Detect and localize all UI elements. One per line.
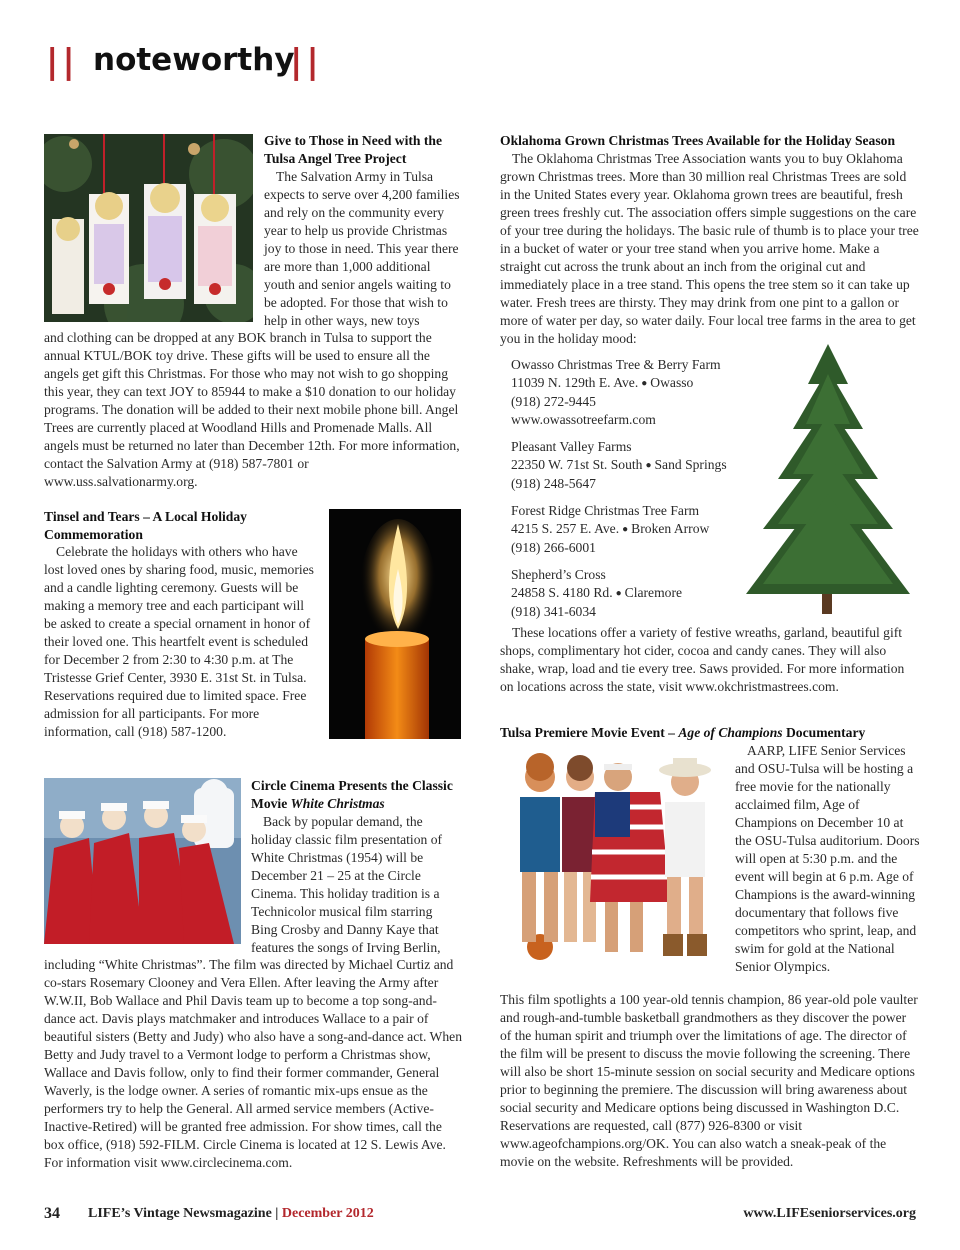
bullet-icon: ●: [641, 378, 648, 389]
tinsel-heading: Tinsel and Tears – A Local Holiday Commemoration: [44, 509, 247, 542]
trees-body: [500, 150, 920, 348]
bullet-icon: ●: [615, 588, 622, 599]
movie-paragraph-1: AARP, LIFE Senior Services and OSU-Tulsa will be hosting a free movie for the nationally acclaimed film, Age of Champions on December 10 at the OSU-Tulsa auditorium. Doors will open at 5:30 p.m. and the event will begin at 6 p.m. Age of Champions is the award-winning documentary that follows five competitors who sprint, leap, and swim for gold at the National Senior Olympics.: [735, 743, 920, 974]
farm-item: [511, 356, 741, 429]
farm-address: [511, 456, 741, 475]
champions-photo: [500, 752, 730, 966]
trees-heading: Oklahoma Grown Christmas Trees Available for the Holiday Season: [500, 133, 896, 148]
cinema-paragraph-1: Back by popular demand, the holiday classic film presentation of White Christmas (1954) will be December 21 – 25 at the Circle Cinema. This holiday tradition is a Technicolor musical film starring Bing Crosby and Danny Kaye that features the songs of Irving Berlin,: [251, 814, 443, 955]
movie-heading-film: Age of Champions: [678, 725, 783, 740]
magazine-title: LIFE’s Vintage Newsmagazine |: [88, 1206, 282, 1221]
cinema-heading: [251, 777, 466, 813]
cinema-body-top: [251, 813, 461, 957]
farm-city: Owasso: [650, 375, 694, 390]
issue-date: December 2012: [281, 1206, 374, 1221]
trees-paragraph-2: These locations offer a variety of festive wreaths, garland, beautiful gift shops, complimentary hot cider, cocoa and candy canes. They will also shake, wrap, load and tie every tree. Saws provided. For more information on locations across the state, visit www.okchristmastrees.com.: [500, 625, 905, 694]
farm-website: www.owassotreefarm.com: [511, 412, 656, 427]
farm-name: Pleasant Valley Farms: [511, 439, 632, 454]
angel-tree-photo: [44, 134, 253, 322]
farm-city: Broken Arrow: [631, 521, 710, 536]
movie-body-bottom: [500, 991, 920, 1171]
cinema-paragraph-2: including “White Christmas”. The film was directed by Michael Curtiz and co-stars Rosemary Clooney and Vera Ellen. After leaving the Army after W.W.II, Bob Wallace and Phil Davis team up to become a top song-and-dance act. Davis plays matchmaker and introduces Wallace to a pair of beautiful sisters (Betty and Judy) who also have a song-and-dance act. When Betty and Judy travel to a Vermont lodge to perform a Christmas show, Wallace and Davis follow, only to find their former commander, General Waverly, is the lodge owner. A series of romantic mix-ups ensue as the performers try to help the General. All armed service members (Active-Inactive-Retired) will be granted free admission. For show times, call the box office, (918) 592-FILM. Circle Cinema is located at 12 S. Lewis Ave. For information visit www.circlecinema.com.: [44, 957, 463, 1170]
farm-item: [511, 438, 741, 493]
bullet-icon: ●: [645, 460, 652, 471]
movie-heading-suffix: Documentary: [782, 725, 866, 740]
cinema-body-bottom: [44, 956, 464, 1172]
footer-url[interactable]: www.LIFEseniorservices.org: [743, 1206, 916, 1221]
farm-address: [511, 520, 741, 539]
farm-name: Owasso Christmas Tree & Berry Farm: [511, 357, 721, 372]
angel-paragraph-1: The Salvation Army in Tulsa expects to serve over 4,200 families and rely on the community every year to help us provide Christmas joy to those in need. This year there are more than 1,000 additional youth and senior angels waiting to be adopted. For those that wish to help in other ways, new toys: [264, 169, 460, 328]
farm-phone: (918) 341-6034: [511, 604, 596, 619]
trees-paragraph-1: The Oklahoma Christmas Tree Association wants you to buy Oklahoma grown Christmas trees. More than 30 million real Christmas Trees are sold in the United States every year. Oklahoma grown trees are beautiful, fresh green trees freshly cut. The association offers simple suggestions on the care of your tree during the holidays. The basic rule of thumb is to place your tree in a bucket of water or your tree stand when you arrive home. Make a straight cut across the trunk about an inch from the original cut and immediately place in a tree stand. This opens the tree stem so it can take up water. Fresh trees are thirsty. They may drink from one pint to a gallon or more of water per day, so water daily. Four local tree farms in the area to get you in the holiday mood:: [500, 151, 919, 346]
movie-paragraph-2: This film spotlights a 100 year-old tennis champion, 86 year-old pole vaulter and rough-and-tumble basketball grandmothers as they discover the power of the human spirit and triumph over the limitations of age. The director of the film will be present to discuss the movie following the screening. There will also be short 15-minute session on social security and Medicare options prior to beginning the premiere. The discussion will bring awareness about social security and Medicare options being discussed in Washington D.C. Reservations are requested, call (877) 926-8300 or visit www.ageofchampions.org/OK. You can also watch a sneak-peak of the movie on the website. Refreshments will be provided.: [500, 992, 918, 1169]
farm-address: [511, 584, 741, 603]
footer-magazine: [88, 1206, 374, 1222]
farm-list: [511, 356, 741, 621]
header-right-bars: ||: [290, 42, 323, 82]
candle-photo: [329, 509, 461, 739]
farm-phone: (918) 272-9445: [511, 394, 596, 409]
farm-name: Forest Ridge Christmas Tree Farm: [511, 503, 700, 518]
tinsel-paragraph: Celebrate the holidays with others who have lost loved ones by sharing food, music, memories and a candle lighting ceremony. Guests will be making a memory tree and each participant will be asked to create a special ornament in honor of their loved one. This heartfelt event is scheduled for December 2 from 2:30 to 4:30 p.m. at The Tristesse Grief Center, 3930 E. 31st St. in Tulsa. Reservations required due to limited space. Free admission for all participants. For more information, call (918) 587-1200.: [44, 544, 314, 739]
trees-body-2: [500, 624, 920, 696]
tinsel-body: [44, 543, 320, 741]
page-number: 34: [44, 1205, 60, 1222]
angel-heading: Give to Those in Need with the Tulsa Angel Tree Project: [264, 133, 442, 166]
farm-street: 11039 N. 129th E. Ave.: [511, 375, 639, 390]
farm-phone: (918) 266-6001: [511, 540, 596, 555]
section-title: noteworthy: [93, 42, 295, 78]
farm-item: [511, 566, 741, 621]
movie-heading-text: Tulsa Premiere Movie Event –: [500, 725, 679, 740]
farm-street: 24858 S. 4180 Rd.: [511, 585, 613, 600]
farm-street: 4215 S. 257 E. Ave.: [511, 521, 620, 536]
farm-address: [511, 374, 741, 393]
bullet-icon: ●: [622, 524, 629, 535]
cinema-heading-film: White Christmas: [290, 796, 385, 811]
movie-body-top: [735, 742, 921, 976]
angel-paragraph-2: and clothing can be dropped at any BOK branch in Tulsa to support the annual KTUL/BOK toy drive. These gifts will be used to ensure all the angels get gift this Christmas. For those who may not wish to go shopping this year, they can text JOY to 85944 to make a $10 donation to our holiday programs. The donation will be added to their next mobile phone bill. Angel Trees are currently placed at Woodland Hills and Promenade Malls. All angels must be returned no later than December 12th. For more information, contact the Salvation Army at (918) 587-7801 or www.uss.salvationarmy.org.: [44, 330, 460, 489]
farm-city: Claremore: [624, 585, 683, 600]
farm-name: Shepherd’s Cross: [511, 567, 606, 582]
movie-heading: [500, 724, 920, 742]
christmas-tree-photo: [738, 344, 918, 614]
cinema-heading-text: Circle Cinema Presents the Classic Movie: [251, 778, 453, 811]
angel-body-top: [264, 168, 464, 330]
angel-body-bottom: [44, 329, 464, 491]
farm-street: 22350 W. 71st St. South: [511, 457, 643, 472]
farm-city: Sand Springs: [654, 457, 727, 472]
white-christmas-photo: [44, 778, 241, 944]
farm-item: [511, 502, 741, 557]
farm-phone: (918) 248-5647: [511, 476, 596, 491]
header-left-bars: ||: [46, 42, 79, 82]
